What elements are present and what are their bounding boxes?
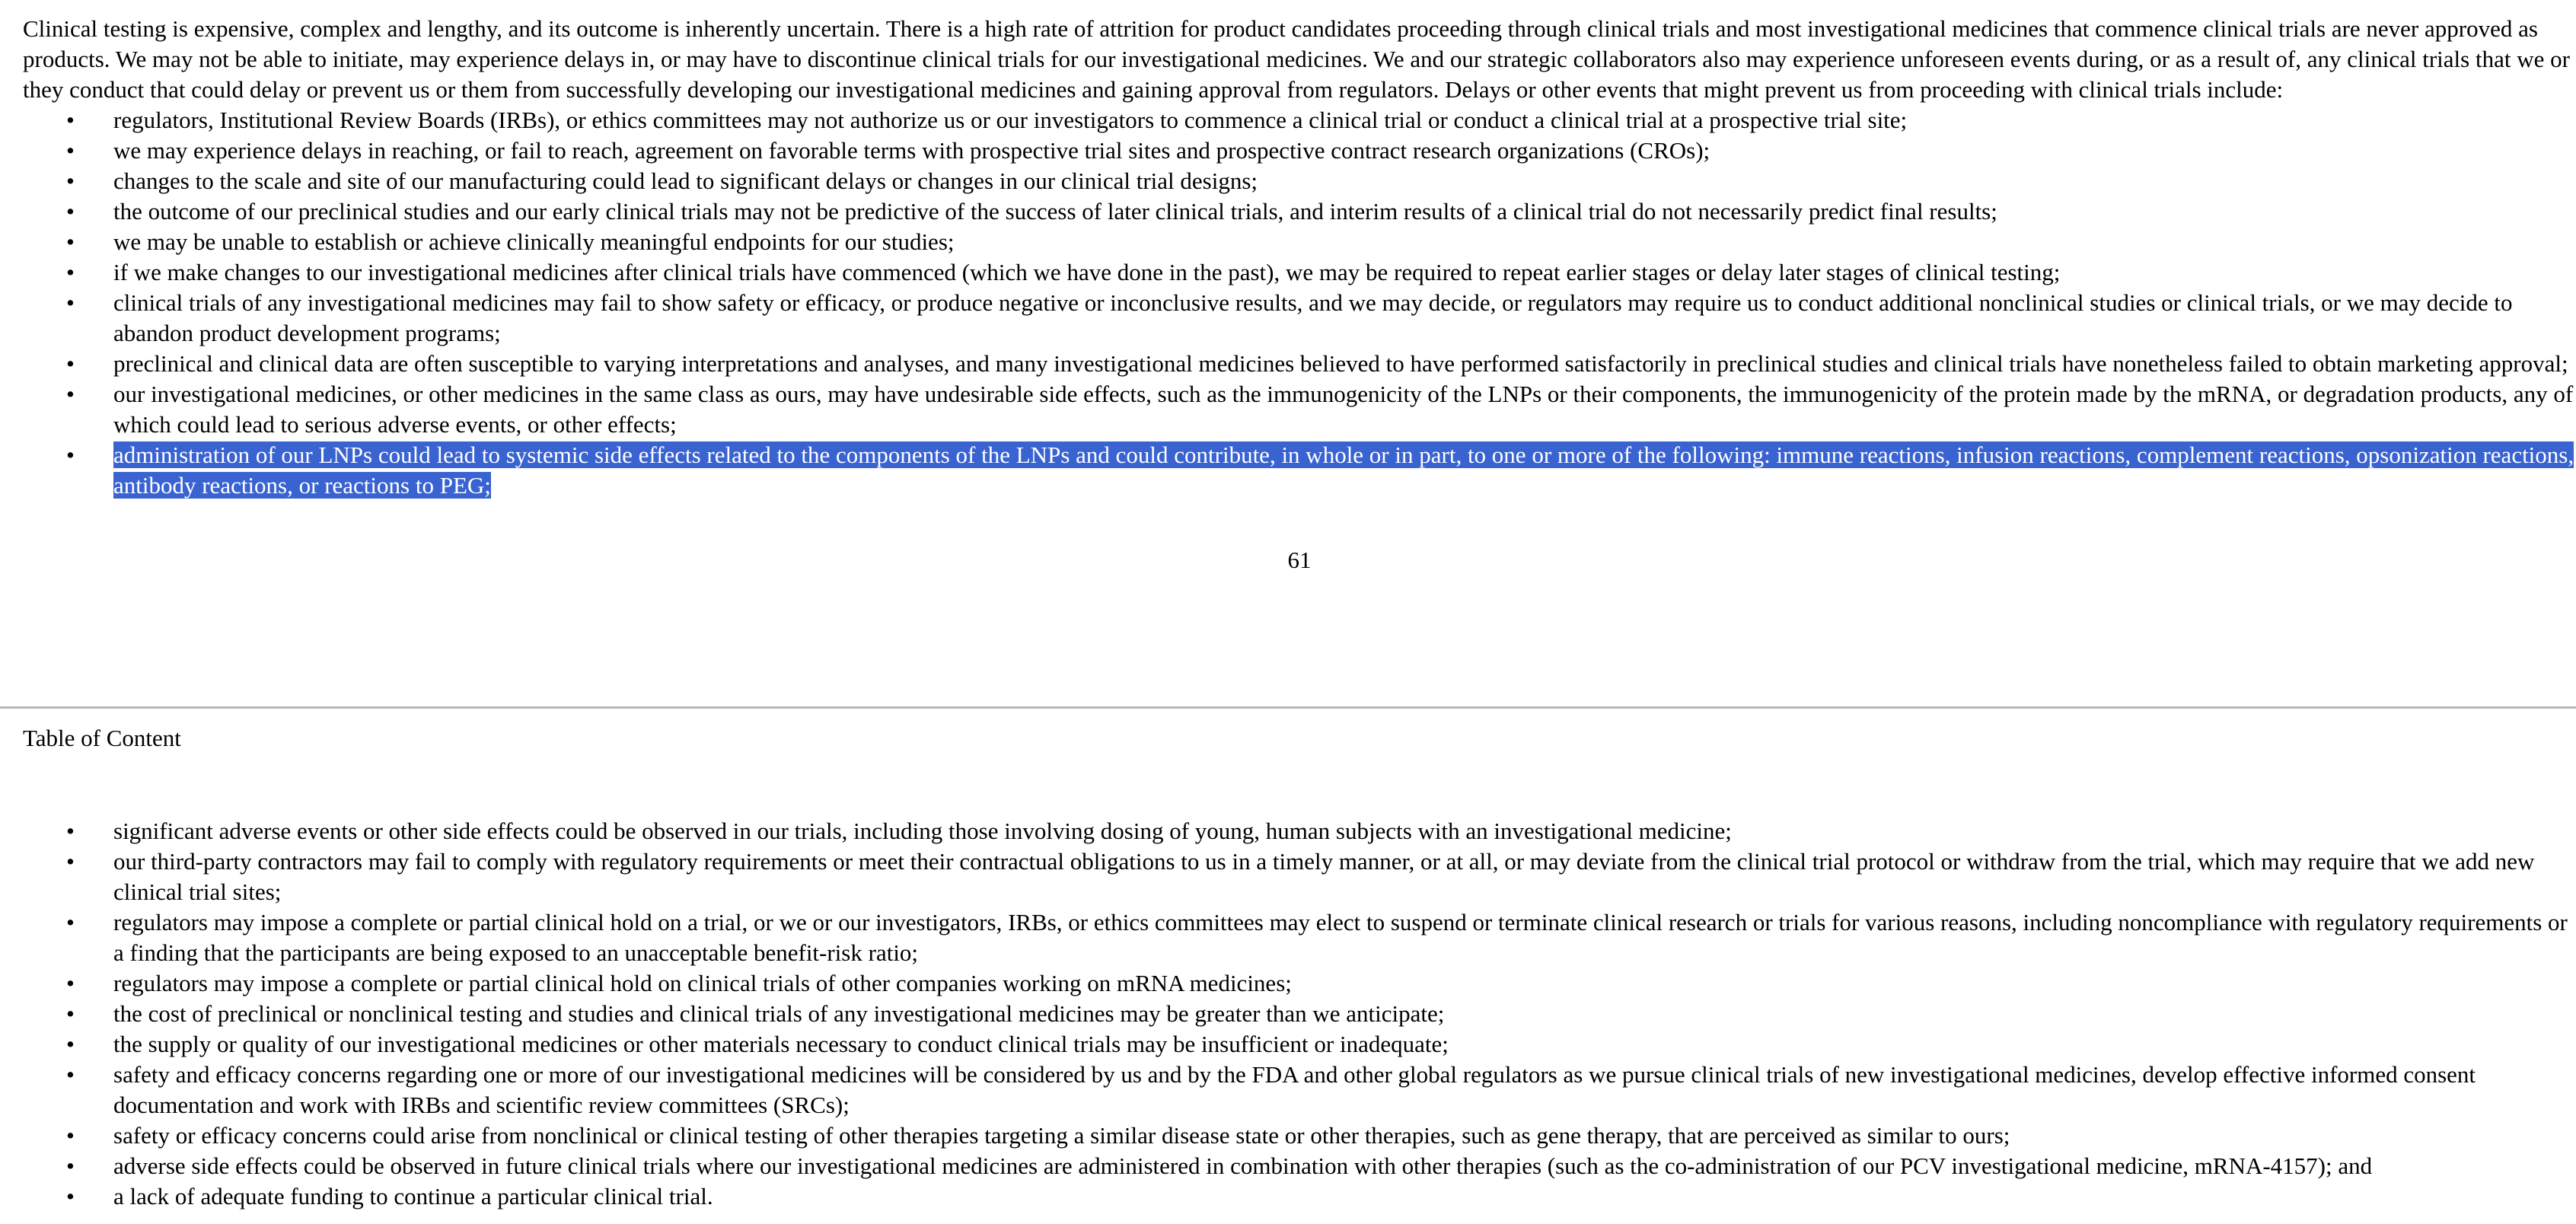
bullet-icon: •: [66, 381, 75, 407]
list-item: [23, 968, 2576, 999]
list-item-text[interactable]: clinical trials of any investigational medicines may fail to show safety or efficacy, or produce negative or inconclusive results, and we may decide, or regulators may require us to conduct additional nonclinical studies or clinical trials, or we may decide to abandon product development programs;: [113, 289, 2513, 346]
bullet-icon: •: [66, 289, 75, 316]
page-break-divider: [0, 706, 2576, 709]
list-item: [23, 846, 2576, 907]
list-item-text[interactable]: if we make changes to our investigational medicines after clinical trials have commenced (which we have done in the past), we may be required to repeat earlier stages or delay later stages of clinical testing;: [113, 259, 2061, 285]
bullet-icon: •: [66, 137, 75, 164]
list-item-text[interactable]: our investigational medicines, or other medicines in the same class as ours, may have undesirable side effects, such as the immunogenicity of the LNPs or their components, the immunogenicity of the protein made by the mRNA, or degradation products, any of which could lead to serious adverse events, or other effects;: [113, 381, 2574, 438]
list-item-text[interactable]: the cost of preclinical or nonclinical testing and studies and clinical trials of any investigational medicines may be greater than we anticipate;: [113, 1000, 1445, 1027]
bullet-icon: •: [66, 259, 75, 285]
list-item: [23, 907, 2576, 968]
list-item-text[interactable]: significant adverse events or other side effects could be observed in our trials, including those involving dosing of young, human subjects with an investigational medicine;: [113, 818, 1732, 844]
list-item-text[interactable]: we may be unable to establish or achieve clinically meaningful endpoints for our studies;: [113, 228, 955, 255]
list-item: [23, 349, 2576, 379]
list-item-text[interactable]: preclinical and clinical data are often susceptible to varying interpretations and analyses, and many investigational medicines believed to have performed satisfactorily in preclinical studies and clinical trials have nonetheless failed to obtain marketing approval;: [113, 350, 2568, 377]
list-item: [23, 1029, 2576, 1060]
bullet-icon: •: [66, 350, 75, 377]
list-item: [23, 999, 2576, 1029]
list-item: [23, 1060, 2576, 1120]
list-item-text[interactable]: we may experience delays in reaching, or fail to reach, agreement on favorable terms with prospective trial sites and prospective contract research organizations (CROs);: [113, 137, 1710, 164]
intro-paragraph: Clinical testing is expensive, complex and lengthy, and its outcome is inherently uncertain. There is a high rate of attrition for product candidates proceeding through clinical trials and most investigational medicines that commence clinical trials are never approved as products. We may not be able to initiate, may experience delays in, or may have to discontinue clinical trials for our investigational medicines. We and our strategic collaborators also may experience unforeseen events during, or as a result of, any clinical trials that we or they conduct that could delay or prevent us or them from successfully developing our investigational medicines and gaining approval from regulators. Delays or other events that might prevent us from proceeding with clinical trials include:: [23, 15, 2570, 103]
risk-list-a: [23, 105, 2576, 501]
list-item: [23, 166, 2576, 196]
bullet-icon: •: [66, 848, 75, 875]
list-item-text[interactable]: regulators may impose a complete or partial clinical hold on clinical trials of other companies working on mRNA medicines;: [113, 970, 1292, 996]
list-item-text[interactable]: changes to the scale and site of our manufacturing could lead to significant delays or changes in our clinical trial designs;: [113, 167, 1258, 194]
list-item: [23, 227, 2576, 257]
risk-list-b: [23, 816, 2576, 1212]
bullet-icon: •: [66, 1061, 75, 1088]
bullet-icon: •: [66, 1152, 75, 1179]
list-item: [23, 105, 2576, 135]
document-page-bottom: [23, 816, 2576, 1212]
list-item-text[interactable]: safety and efficacy concerns regarding one or more of our investigational medicines will be considered by us and by the FDA and other global regulators as we pursue clinical trials of new investigational medicines, develop effective informed consent documentation and work with IRBs and scientific review committees (SRCs);: [113, 1061, 2476, 1118]
bullet-icon: •: [66, 198, 75, 225]
table-of-content-link[interactable]: Table of Content: [23, 725, 181, 751]
bullet-icon: •: [66, 970, 75, 996]
bullet-icon: •: [66, 228, 75, 255]
list-item: [23, 196, 2576, 227]
list-item-text[interactable]: safety or efficacy concerns could arise from nonclinical or clinical testing of other therapies targeting a similar disease state or other therapies, such as gene therapy, that are perceived as similar to ours;: [113, 1122, 2010, 1149]
list-item: [23, 288, 2576, 349]
list-item: [23, 257, 2576, 288]
bullet-icon: •: [66, 1122, 75, 1149]
list-item-text[interactable]: adverse side effects could be observed in future clinical trials where our investigational medicines are administered in combination with other therapies (such as the co-administration of our PCV investigational medicine, mRNA-4157); and: [113, 1152, 2373, 1179]
list-item: [23, 135, 2576, 166]
bullet-icon: •: [66, 818, 75, 844]
bullet-icon: •: [66, 909, 75, 936]
bullet-icon: •: [66, 1183, 75, 1210]
list-item: [23, 379, 2576, 440]
list-item: [23, 1151, 2576, 1181]
list-item-text[interactable]: the supply or quality of our investigational medicines or other materials necessary to conduct clinical trials may be insufficient or inadequate;: [113, 1031, 1449, 1057]
document-page-top: [23, 14, 2576, 575]
selected-text[interactable]: administration of our LNPs could lead to systemic side effects related to the components of the LNPs and could contribute, in whole or in part, to one or more of the following: immune reactions, infusion reactions, complement reactions, opsonization reactions, antibody reactions, or reactions to PEG;: [113, 441, 2574, 499]
bullet-icon: •: [66, 1000, 75, 1027]
list-item-text[interactable]: the outcome of our preclinical studies and our early clinical trials may not be predictive of the success of later clinical trials, and interim results of a clinical trial do not necessarily predict final results;: [113, 198, 1997, 225]
list-item: [23, 1181, 2576, 1212]
bullet-icon: •: [66, 441, 75, 468]
list-item-text[interactable]: regulators, Institutional Review Boards (IRBs), or ethics committees may not authorize us or our investigators to commence a clinical trial or conduct a clinical trial at a prospective trial site;: [113, 107, 1908, 133]
bullet-icon: •: [66, 1031, 75, 1057]
list-item-text[interactable]: our third-party contractors may fail to comply with regulatory requirements or meet their contractual obligations to us in a timely manner, or at all, or may deviate from the clinical trial protocol or withdraw from the trial, which may require that we add new clinical trial sites;: [113, 848, 2535, 905]
page-number: 61: [1287, 547, 1312, 573]
bullet-icon: •: [66, 107, 75, 133]
list-item-text[interactable]: a lack of adequate funding to continue a particular clinical trial.: [113, 1183, 713, 1210]
list-item-text[interactable]: regulators may impose a complete or partial clinical hold on a trial, or we or our investigators, IRBs, or ethics committees may elect to suspend or terminate clinical research or trials for various reasons, including noncompliance with regulatory requirements or a finding that the participants are being exposed to an unacceptable benefit-risk ratio;: [113, 909, 2568, 966]
list-item-selected: [23, 440, 2576, 501]
bullet-icon: •: [66, 167, 75, 194]
list-item: [23, 816, 2576, 846]
list-item: [23, 1120, 2576, 1151]
